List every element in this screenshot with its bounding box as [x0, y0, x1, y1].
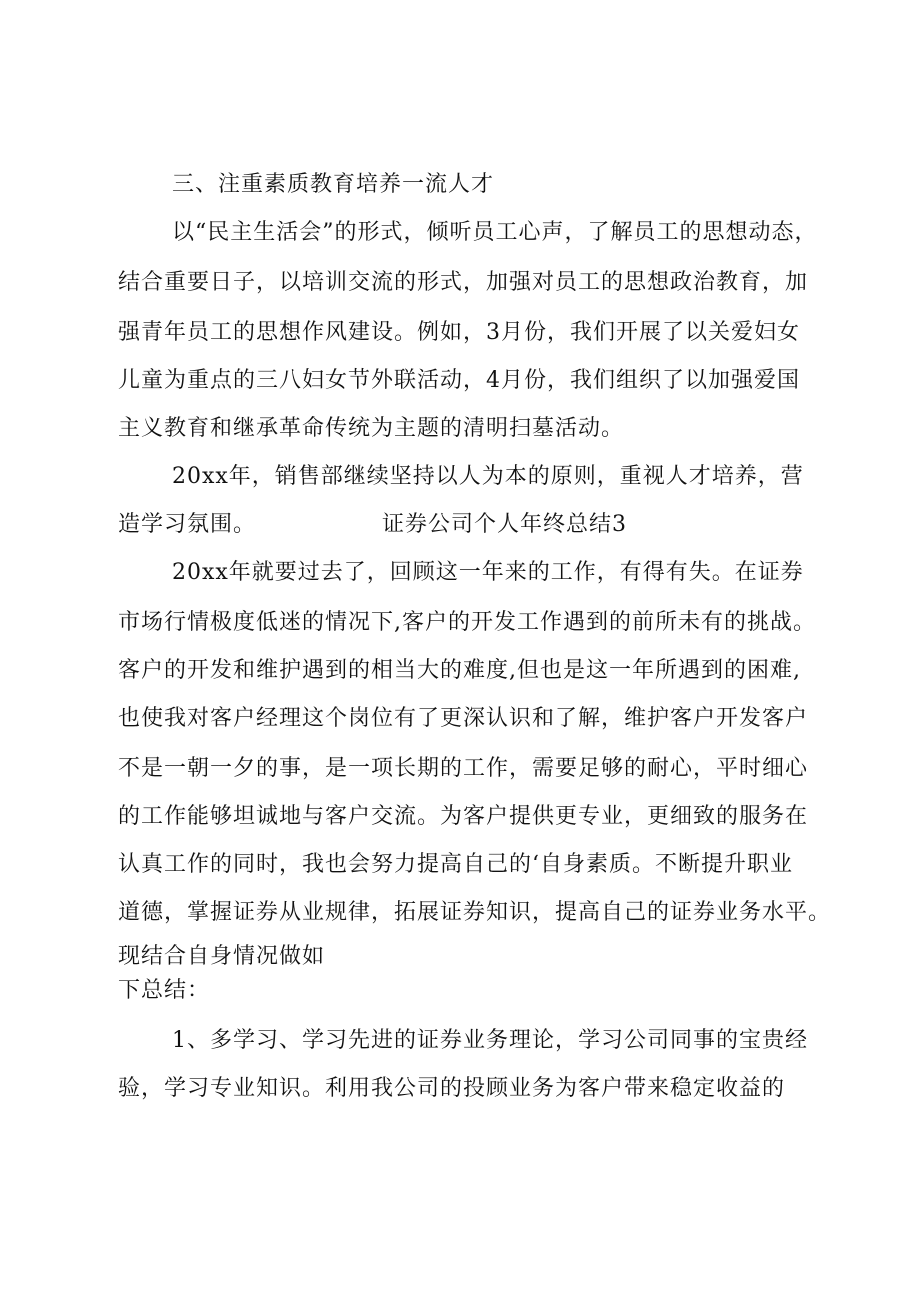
para1-line-2: 结合重要日子，以培训交流的形式，加强对员工的思想政治教育，加 — [118, 270, 809, 295]
para3-line-2: 市场行情极度低迷的情况下,客户的开发工作遇到的前所未有的挑战。 — [118, 610, 816, 635]
para3-line-7: 认真工作的同时，我也会努力提高自己的‘自身素质。不断提升职业 — [118, 852, 793, 877]
para3-line-1: 20xx年就要过去了，回顾这一年来的工作，有得有失。在证券 — [172, 560, 804, 585]
para1-line-4: 儿童为重点的三八妇女节外联活动，4月份，我们组织了以加强爱国 — [118, 368, 800, 393]
para1-line-3: 强青年员工的思想作风建设。例如，3月份，我们开展了以关爱妇女 — [118, 320, 800, 345]
para3-line-10: 下总结： — [118, 978, 211, 1003]
para4-line-2: 验，学习专业知识。利用我公司的投顾业务为客户带来稳定收益的 — [118, 1076, 786, 1101]
para3-line-9: 现结合自身情况做如 — [118, 944, 326, 969]
para2-line-2 — [118, 510, 627, 540]
para2-line-1: 20xx年，销售部继续坚持以人为本的原则，重视人才培养，营 — [172, 464, 804, 489]
para3-line-3: 客户的开发和维护遇到的相当大的难度,但也是这一年所遇到的困难, — [118, 658, 801, 683]
para2-line-2-text: 造学习氛围。 — [118, 512, 257, 537]
para3-line-8: 道德，掌握证券从业规律，拓展证券知识，提高自己的证券业务水平。 — [118, 900, 832, 925]
para4-line-1: 1、多学习、学习先进的证券业务理论，学习公司同事的宝贵经 — [172, 1028, 808, 1053]
para3-line-4: 也使我对客户经理这个岗位有了更深认识和了解，维护客户开发客户 — [118, 706, 809, 731]
para3-line-6: 的工作能够坦诚地与客户交流。为客户提供更专业，更细致的服务在 — [118, 804, 809, 829]
para3-line-5: 不是一朝一夕的事，是一项长期的工作，需要足够的耐心，平时细心 — [118, 756, 809, 781]
section-title: 证券公司个人年终总结3 — [382, 512, 627, 537]
section-heading: 三、注重素质教育培养一流人才 — [172, 172, 495, 197]
para1-line-1: 以“民主生活会”的形式，倾听员工心声，了解员工的思想动态， — [172, 220, 818, 245]
para1-line-5: 主义教育和继承革命传统为主题的清明扫墓活动。 — [118, 416, 625, 441]
